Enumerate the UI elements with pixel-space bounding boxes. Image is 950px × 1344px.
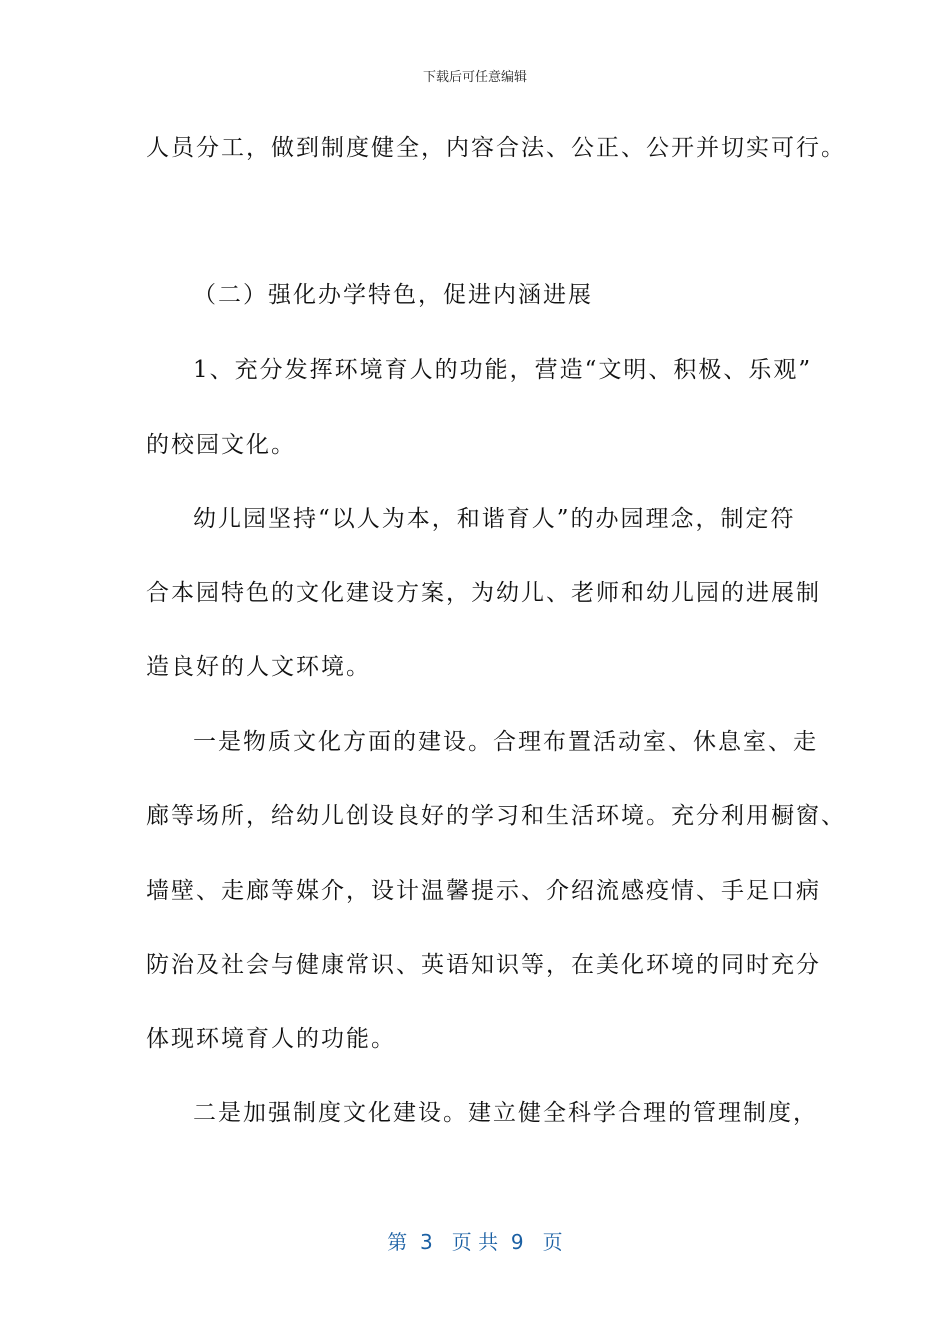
page-header: 下载后可任意编辑 bbox=[422, 70, 527, 85]
body-line: 廊等场所，给幼儿创设良好的学习和生活环境。充分利用橱窗、 bbox=[146, 803, 846, 829]
body-line: 造良好的人文环境。 bbox=[146, 654, 371, 680]
body-line: 1、充分发挥环境育人的功能，营造“文明、积极、乐观” bbox=[193, 357, 813, 383]
body-line: 合本园特色的文化建设方案，为幼儿、老师和幼儿园的进展制 bbox=[146, 580, 821, 606]
body-line: 防治及社会与健康常识、英语知识等，在美化环境的同时充分 bbox=[146, 952, 821, 978]
body-line: 二是加强制度文化建设。建立健全科学合理的管理制度， bbox=[193, 1100, 818, 1126]
section-heading: （二）强化办学特色，促进内涵进展 bbox=[193, 282, 593, 308]
body-line: 的校园文化。 bbox=[146, 432, 296, 458]
body-line: 墙壁、走廊等媒介，设计温馨提示、介绍流感疫情、手足口病 bbox=[146, 878, 821, 904]
body-line: 幼儿园坚持“以人为本，和谐育人”的办园理念，制定符 bbox=[193, 506, 796, 532]
page-footer: 第 3 页 共 9 页 bbox=[387, 1230, 563, 1254]
body-line: 一是物质文化方面的建设。合理布置活动室、休息室、走 bbox=[193, 729, 818, 755]
body-line: 体现环境育人的功能。 bbox=[146, 1026, 396, 1052]
body-line: 人员分工，做到制度健全，内容合法、公正、公开并切实可行。 bbox=[146, 135, 846, 161]
